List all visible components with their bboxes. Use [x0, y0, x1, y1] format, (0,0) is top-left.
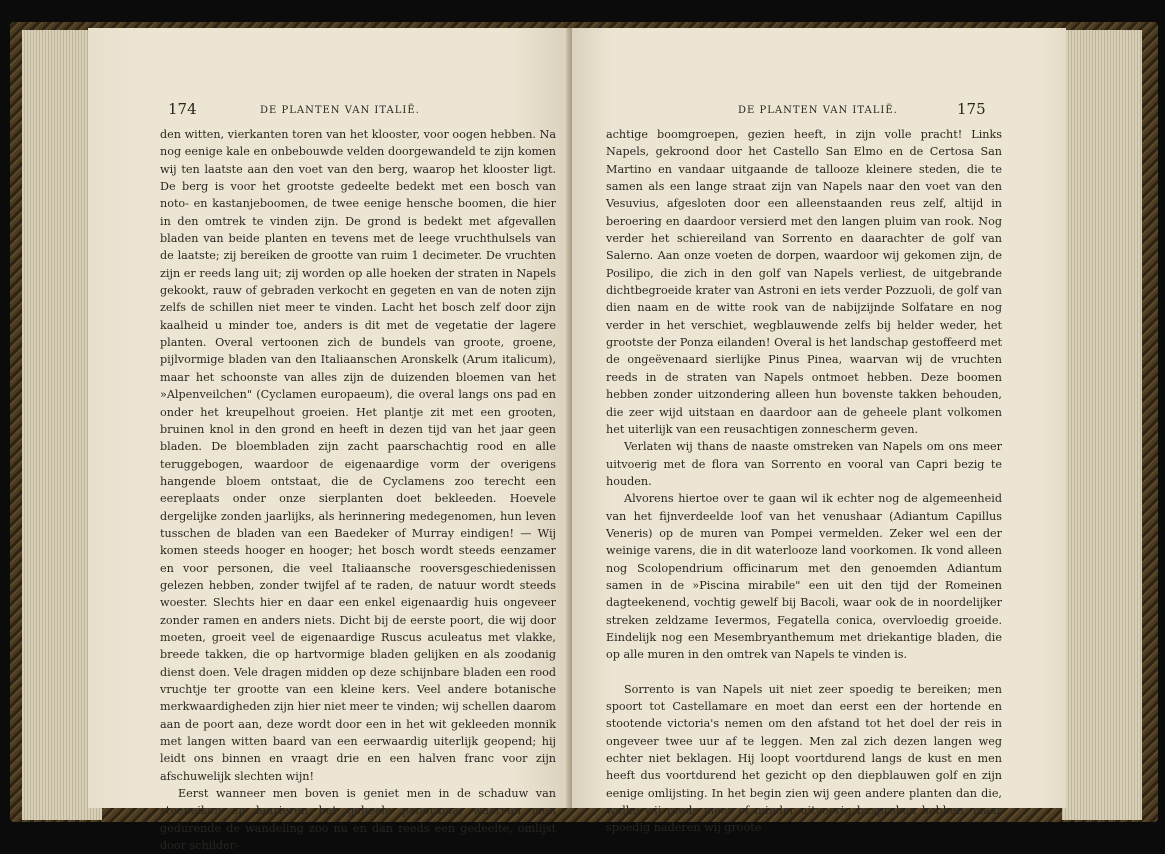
- body-text: [606, 126, 1002, 837]
- paragraph: Eerst wanneer men boven is geniet men in de schaduw van steeneiken en laurieren het geheele panorama, waarvan men gedurende de wandeling zoo nu en dan reeds een gedeelte, omlijst door schilder-: [160, 787, 556, 853]
- paragraph: achtige boomgroepen, gezien heeft, in zijn volle pracht! Links Napels, gekroond door het Castello San Elmo en de Certosa San Martino en vandaar uitgaande de tallooze kleinere steden, die te samen als een lange straat zijn van Napels naar den voet van den Vesuvius, afgesloten door een alleenstaanden reus zelf, altijd in beroering en daardoor versierd met den langen pluim van rook. Nog verder het schiereiland van Sorrento en daarachter de golf van Salerno. Aan onze voeten de dorpen, waardoor wij gekomen zijn, de Posilipo, die zich in den golf van Napels verliest, de uitgebrande dichtbegroeide krater van Astroni en iets verder Pozzuoli, de golf van dien naam en de witte rook van de nabijzijnde Solfatare en nog verder in het verschiet, wegblauwende zelfs bij helder weder, het grootste der Ponza eilanden! Overal is het landschap gestoffeerd met de ongeëvenaard sierlijke Pinus Pinea, waarvan wij de vruchten reeds in de straten van Napels ontmoet hebben. Deze boomen hebben zonder uitzondering alleen hun bovenste takken behouden, die zeer wijd uitstaan en daardoor aan de geheele plant volkomen het uiterlijk van een reusachtigen zonnescherm geven.: [606, 128, 1002, 436]
- page-edges-right: [1062, 30, 1142, 820]
- paragraph: Alvorens hiertoe over te gaan wil ik echter nog de algemeenheid van het fijnverdeelde loof van het venushaar (Adiantum Capillus Veneris) op de muren van Pompei vermelden. Zeker wel een der weinige varens, die in dit waterlooze land voorkomen. Ik vond alleen nog Scolopendrium officinarum met den genoemden Adiantum samen in de »Piscina mirabile" een uit den tijd der Romeinen dagteekenend, vochtig gewelf bij Bacoli, waar ook de in noordelijker streken zeldzame Ievermos, Fegatella conica, overvloedig groeide. Eindelijk nog een Mesembryanthemum met driekantige bladen, die op alle muren in den omtrek van Napels te vinden is.: [606, 492, 1002, 662]
- left-page: [88, 28, 570, 853]
- page-number: 175: [957, 100, 986, 118]
- paragraph: Sorrento is van Napels uit niet zeer spoedig te bereiken; men spoort tot Castellamare en moet dan eerst een der hortende en stootende victoria's nemen om den afstand tot het doel der reis in ongeveer twee uur af te leggen. Men zal zich dezen langen weg echter niet beklagen. Hij loopt voortdurend langs de kust en men heeft dus voortdurend het gezicht op den diepblauwen golf en zijn eenige omlijsting. In het begin zien wij geen andere planten dan die, welke wij reeds meer of minder uitvoerig besproken hebben, maar spoedig naderen wij groote: [606, 682, 1002, 835]
- body-text: [160, 126, 556, 854]
- paragraph: den witten, vierkanten toren van het klooster, voor oogen hebben. Na nog eenige kale en onbebouwde velden doorgewandeld te zijn komen wij ten laatste aan den voet van den berg, waarop het klooster ligt. De berg is voor het grootste gedeelte bedekt met een bosch van noto- en kastanjeboomen, de twee eenige hensche boomen, die hier in den omtrek te vinden zijn. De grond is bedekt met afgevallen bladen van beide planten en tevens met de leege vruchthulsels van de laatste; zij bereiken de grootte van ruim 1 decimeter. De vruchten zijn er reeds lang uit; zij worden op alle hoeken der straten in Napels gekookt, rauw of gebraden verkocht en gegeten en van de noten zijn zelfs de schillen niet meer te vinden. Lacht het bosch zelf door zijn kaalheid u minder toe, anders is dit met de vegetatie der lagere planten. Overal vertoonen zich de bundels van groote, groene, pijlvormige bladen van den Italiaanschen Aronskelk (Arum italicum), maar het schoonste van alles zijn de duizenden bloemen van het »Alpenveilchen" (Cyclamen europaeum), die overal langs ons pad en onder het kreupelhout groeien. Het plantje zit met een grooten, bruinen knol in den grond en heeft in dezen tijd van het jaar geen bladen. De bloembladen zijn zacht paarschachtig rood en alle teruggebogen, waardoor de eigenaardige vorm der overigens hangende bloem ontstaat, die de Cyclamens zoo terecht een eereplaats onder onze sierplanten doet bekleeden. Hoevele dergelijke zonden jaarlijks, als herinnering medegenomen, hun leven tusschen de bladen van een Baedeker of Murray eindigen! — Wij komen steeds hooger en hooger; het bosch wordt steeds eenzamer en voor personen, die veel Italiaansche rooversgeschiedenissen gelezen hebben, zonder twijfel af te raden, de natuur wordt steeds woester. Slechts hier en daar een enkel eigenaardig huis ongeveer zonder ramen en anders niets. Dicht bij de eerste poort, die wij door moeten, groeit veel de eigenaardige Ruscus aculeatus met vlakke, breede takken, die op hartvormige bladen gelijken en als zoodanig dienst doen. Vele dragen midden op deze schijnbare bladen een rood vruchtje ter grootte van een kleine kers. Veel andere botanische merkwaardigheden zijn hier niet meer te vinden; wij schellen daarom aan de poort aan, deze wordt door een in het wit gekleeden monnik met langen witten baard van een eerwaardig uiterlijk geopend; hij leidt ons binnen en vraagt drie en een halven franc voor zijn afschuwelijk slechten wijn!: [160, 128, 556, 783]
- running-head: DE PLANTEN VAN ITALIË.: [260, 105, 420, 116]
- page-number: 174: [168, 100, 197, 118]
- right-page: [572, 28, 1066, 835]
- paragraph: Verlaten wij thans de naaste omstreken van Napels om ons meer uitvoerig met de flora van Sorrento en vooral van Capri bezig te houden.: [606, 440, 1002, 488]
- running-head: DE PLANTEN VAN ITALIË.: [738, 105, 898, 116]
